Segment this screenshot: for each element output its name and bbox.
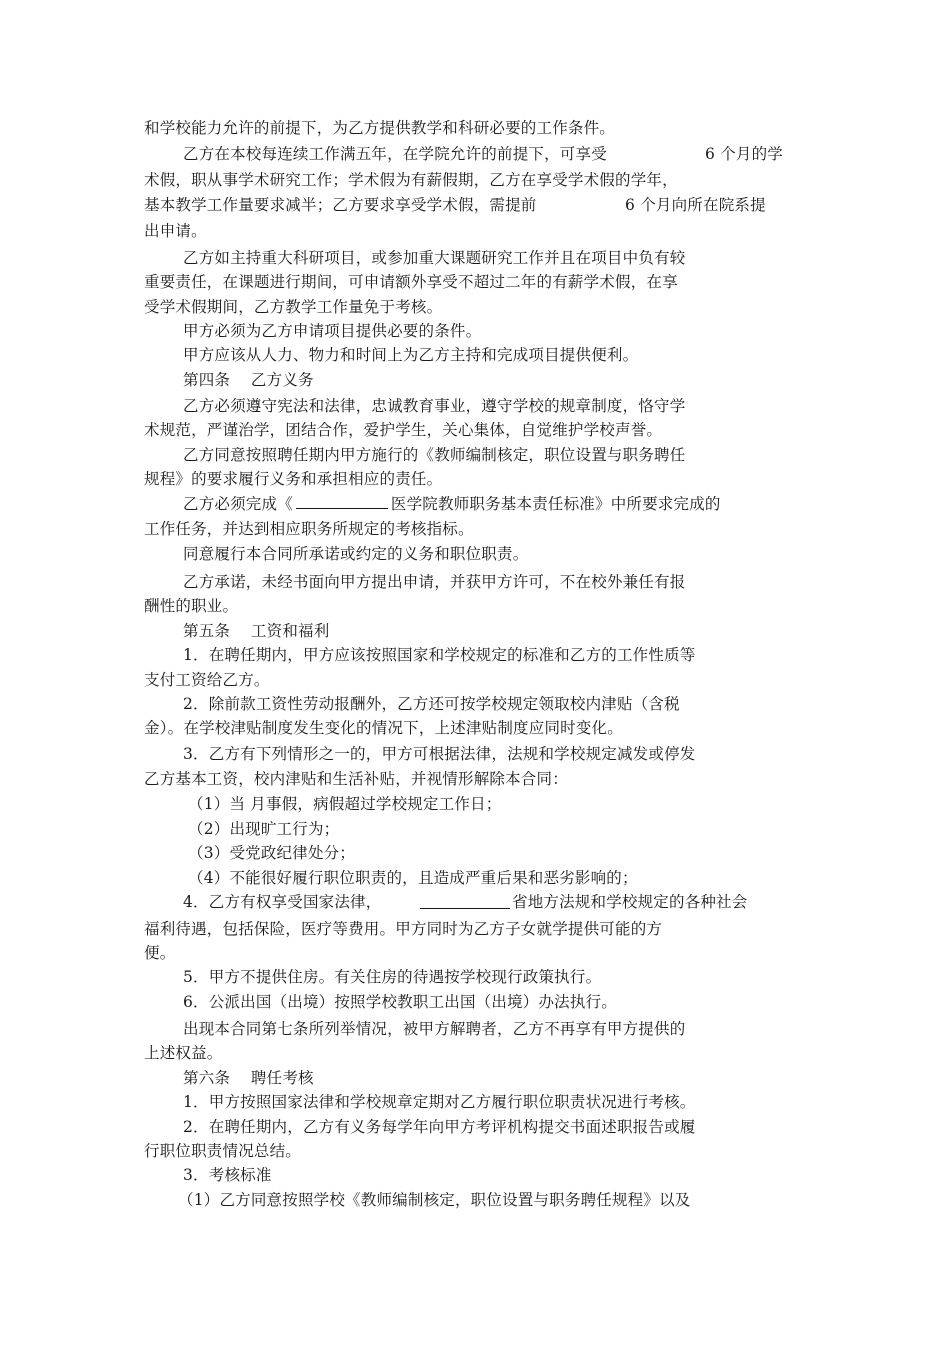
text-line: 乙方在本校每连续工作满五年，在学院允许的前提下，可享受 [183,145,607,163]
text-line: 上述权益。 [144,1044,223,1062]
text-line: 6．公派出国（出境）按照学校教职工出国（出境）办法执行。 [183,993,617,1011]
text-line: 4．乙方有权享受国家法律， [183,893,382,911]
text-line: （3）受党政纪律处分； [188,844,356,862]
text-line: 省地方法规和学校规定的各种社会 [512,893,748,911]
text-line: 和学校能力允许的前提下，为乙方提供教学和科研必要的工作条件。 [144,119,616,137]
text-line: （2）出现旷工行为； [188,820,340,838]
text-line: 乙方基本工资，校内津贴和生活补贴，并视情形解除本合同： [144,770,568,788]
fill-in-blank [296,494,388,509]
fill-in-blank [420,894,510,909]
text-line: 6 个月的学 [705,145,783,163]
text-line: 1．甲方按照国家法律和学校规章定期对乙方履行职位职责状况进行考核。 [183,1093,696,1111]
text-line: （4）不能很好履行职位职责的，且造成严重后果和恶劣影响的； [188,869,638,887]
text-fragment: 乙方必须完成《 [183,495,293,513]
text-line: （1）乙方同意按照学校《教师编制核定，职位设置与职务聘任规程》以及 [178,1191,691,1209]
text-line: 3．考核标准 [183,1166,272,1184]
section-heading: 第五条 工资和福利 [183,622,330,640]
text-line: 重要责任，在课题进行期间，可申请额外享受不超过二年的有薪学术假，在享 [144,273,678,291]
text-line: 5．甲方不提供住房。有关住房的待遇按学校现行政策执行。 [183,968,602,986]
text-line: 支付工资给乙方。 [144,671,270,689]
text-line: （1）当 月事假，病假超过学校规定工作日； [188,795,502,813]
text-line: 3．乙方有下列情形之一的，甲方可根据法律，法规和学校规定减发或停发 [183,745,696,763]
section-heading: 第六条 聘任考核 [183,1069,314,1087]
text-line: 受学术假期间，乙方教学工作量免于考核。 [144,298,443,316]
text-line: 出申请。 [144,222,207,240]
text-line: 2．在聘任期内，乙方有义务每学年向甲方考评机构提交书面述职报告或履 [183,1118,696,1136]
text-line [183,494,721,514]
text-line: 规程》的要求履行义务和承担相应的责任。 [144,470,443,488]
text-line: 基本教学工作量要求减半；乙方要求享受学术假，需提前 [144,196,537,214]
text-line: 乙方必须遵守宪法和法律，忠诚教育事业，遵守学校的规章制度，恪守学 [183,397,686,415]
text-line: 6 个月向所在院系提 [625,196,766,214]
text-line: 术假，职从事学术研究工作；学术假为有薪假期，乙方在享受学术假的学年， [144,171,678,189]
text-line: 甲方必须为乙方申请项目提供必要的条件。 [183,322,482,340]
text-line: 金）。在学校津贴制度发生变化的情况下，上述津贴制度应同时变化。 [144,719,623,737]
text-line: 1．在聘任期内，甲方应该按照国家和学校规定的标准和乙方的工作性质等 [183,646,696,664]
text-line: 便。 [144,944,176,962]
text-line: 工作任务，并达到相应职务所规定的考核指标。 [144,520,474,538]
text-line: 乙方同意按照聘任期内甲方施行的《教师编制核定，职位设置与职务聘任 [183,446,686,464]
text-line: 出现本合同第七条所列举情况，被甲方解聘者，乙方不再享有甲方提供的 [183,1020,686,1038]
section-heading: 第四条 乙方义务 [183,371,314,389]
text-line: 乙方如主持重大科研项目，或参加重大课题研究工作并且在项目中负有较 [183,249,686,267]
text-line: 同意履行本合同所承诺或约定的义务和职位职责。 [183,545,529,563]
text-fragment: 医学院教师职务基本责任标准》中所要求完成的 [390,495,721,513]
text-line: 酬性的职业。 [144,597,239,615]
text-line: 乙方承诺，未经书面向甲方提出申请，并获甲方许可，不在校外兼任有报 [183,573,686,591]
text-line: 行职位职责情况总结。 [144,1142,302,1160]
text-line: 甲方应该从人力、物力和时间上为乙方主持和完成项目提供便利。 [183,346,639,364]
text-line: 福利待遇，包括保险，医疗等费用。甲方同时为乙方子女就学提供可能的方 [144,920,663,938]
text-line: 2．除前款工资性劳动报酬外，乙方还可按学校规定领取校内津贴（含税 [183,695,680,713]
text-line: 术规范，严谨治学，团结合作，爱护学生，关心集体，自觉维护学校声誉。 [144,421,663,439]
